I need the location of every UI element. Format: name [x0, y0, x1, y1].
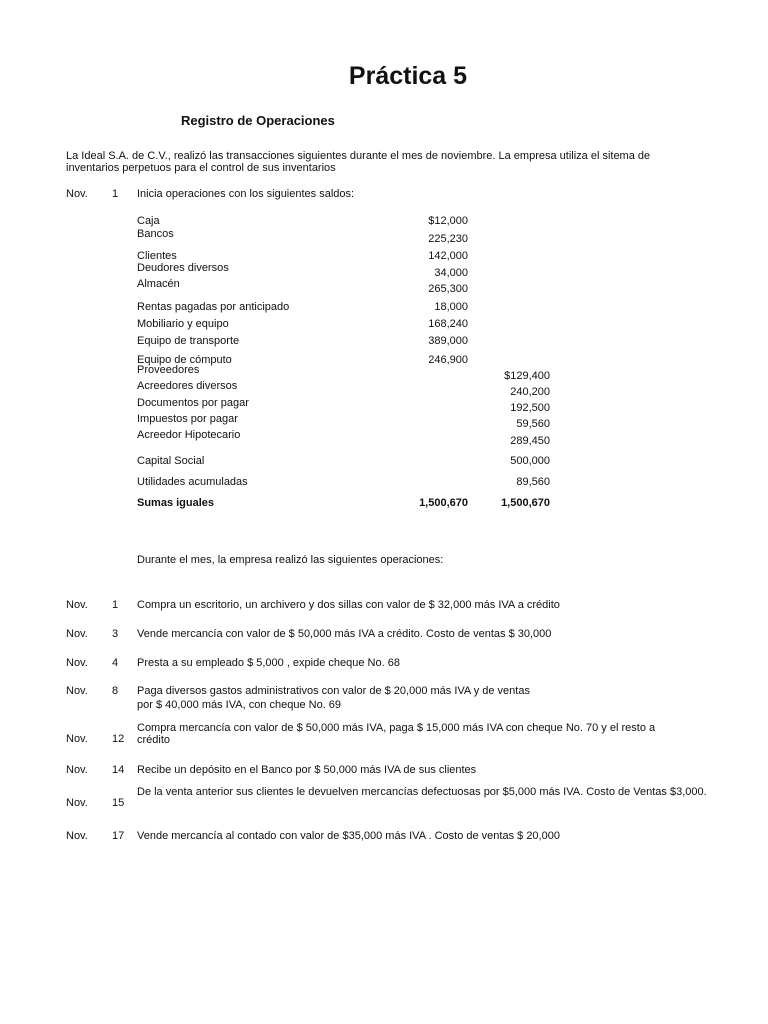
- operations-intro: Durante el mes, la empresa realizó las siguientes operaciones:: [137, 554, 444, 566]
- account-name: Proveedores: [137, 364, 200, 376]
- op-day: 12: [112, 733, 125, 745]
- op-day: 8: [112, 685, 119, 697]
- op-month: Nov.: [66, 657, 88, 669]
- op-month: Nov.: [66, 628, 88, 640]
- opening-day: 1: [112, 188, 119, 200]
- totals-label: Sumas iguales: [137, 497, 215, 509]
- account-name: Acreedor Hipotecario: [137, 429, 241, 441]
- page-title: Práctica 5: [348, 62, 468, 90]
- op-month: Nov.: [66, 685, 88, 697]
- op-text: Recibe un depósito en el Banco por $ 50,000 más IVA de sus clientes: [137, 764, 477, 776]
- account-debit: $12,000: [428, 215, 468, 227]
- op-text: Compra mercancía con valor de $ 50,000 más IVA, paga $ 15,000 más IVA con cheque No. 70 y el resto a crédito: [137, 722, 656, 746]
- account-credit: 240,200: [510, 386, 550, 398]
- account-name: Equipo de transporte: [137, 335, 240, 347]
- op-month: Nov.: [66, 797, 88, 809]
- op-text: Vende mercancía al contado con valor de $35,000 más IVA . Costo de ventas $ 20,000: [137, 830, 560, 842]
- account-name: Bancos: [137, 228, 174, 240]
- account-name: Caja: [137, 215, 160, 227]
- op-day: 14: [112, 764, 125, 776]
- totals-debit: 1,500,670: [419, 497, 468, 509]
- account-debit: 246,900: [428, 354, 468, 366]
- account-name: Capital Social: [137, 455, 205, 467]
- op-text-continued: por $ 40,000 más IVA, con cheque No. 69: [137, 699, 342, 711]
- intro-paragraph: La Ideal S.A. de C.V., realizó las transacciones siguientes durante el mes de noviembre. La empresa utiliza el sitema de inventarios perpetuos para el control de sus inventarios: [66, 150, 651, 174]
- account-credit: 500,000: [510, 455, 550, 467]
- account-credit: 59,560: [516, 418, 550, 430]
- account-name: Clientes: [137, 250, 177, 262]
- account-name: Mobiliario y equipo: [137, 318, 229, 330]
- op-text: Presta a su empleado $ 5,000 , expide cheque No. 68: [137, 657, 400, 669]
- account-name: Impuestos por pagar: [137, 413, 238, 425]
- account-credit: $129,400: [504, 370, 550, 382]
- account-debit: 18,000: [434, 301, 468, 313]
- op-month: Nov.: [66, 733, 88, 745]
- opening-text: Inicia operaciones con los siguientes saldos:: [137, 188, 355, 200]
- account-name: Acreedores diversos: [137, 380, 238, 392]
- op-month: Nov.: [66, 599, 88, 611]
- op-month: Nov.: [66, 764, 88, 776]
- account-name: Documentos por pagar: [137, 397, 249, 409]
- opening-month: Nov.: [66, 188, 88, 200]
- account-debit: 265,300: [428, 283, 468, 295]
- op-text: Compra un escritorio, un archivero y dos sillas con valor de $ 32,000 más IVA a crédito: [137, 599, 560, 611]
- op-text: Vende mercancía con valor de $ 50,000 más IVA a crédito. Costo de ventas $ 30,000: [137, 628, 552, 640]
- account-name: Deudores diversos: [137, 262, 229, 274]
- account-debit: 225,230: [428, 233, 468, 245]
- op-day: 15: [112, 797, 125, 809]
- account-debit: 34,000: [434, 267, 468, 279]
- account-name: Equipo de cómputo: [137, 354, 232, 366]
- account-credit: 89,560: [516, 476, 550, 488]
- account-debit: 389,000: [428, 335, 468, 347]
- account-debit: 142,000: [428, 250, 468, 262]
- account-name: Rentas pagadas por anticipado: [137, 301, 290, 313]
- totals-credit: 1,500,670: [501, 497, 550, 509]
- account-debit: 168,240: [428, 318, 468, 330]
- op-day: 1: [112, 599, 119, 611]
- section-subtitle: Registro de Operaciones: [181, 113, 335, 128]
- account-credit: 192,500: [510, 402, 550, 414]
- op-text: Paga diversos gastos administrativos con valor de $ 20,000 más IVA y de ventas: [137, 685, 530, 697]
- account-name: Almacén: [137, 278, 180, 290]
- op-day: 17: [112, 830, 125, 842]
- op-day: 4: [112, 657, 119, 669]
- op-text: De la venta anterior sus clientes le devuelven mercancías defectuosas por $5,000 más IVA. Costo de Ventas $3,000.: [137, 786, 707, 798]
- account-name: Utilidades acumuladas: [137, 476, 248, 488]
- op-day: 3: [112, 628, 119, 640]
- op-month: Nov.: [66, 830, 88, 842]
- account-credit: 289,450: [510, 435, 550, 447]
